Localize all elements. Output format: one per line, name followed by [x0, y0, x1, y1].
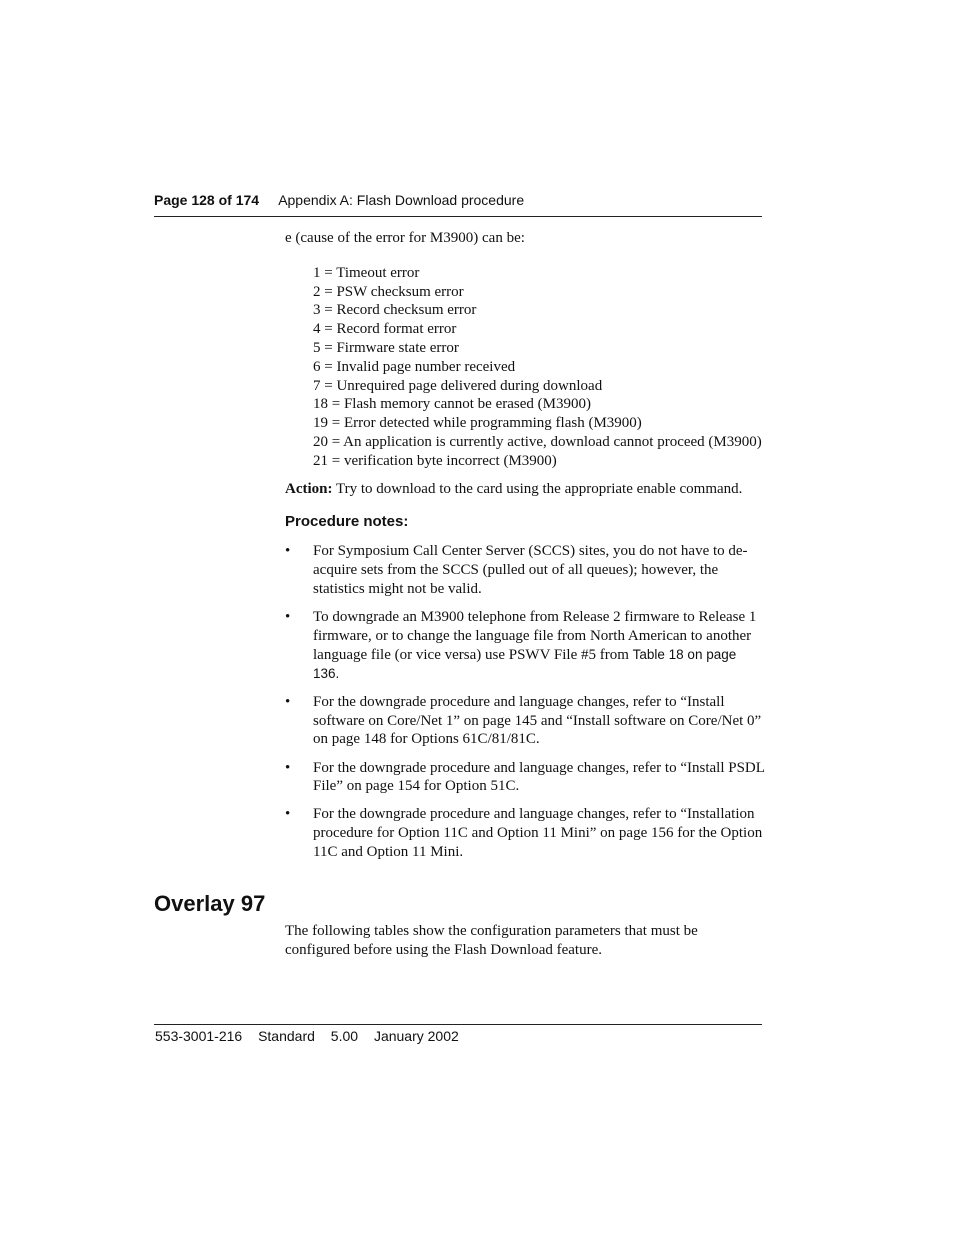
footer-rule: [154, 1024, 762, 1025]
bullet: •: [285, 609, 291, 626]
error-code-item: 3 = Record checksum error: [313, 302, 477, 319]
error-code-list: [285, 264, 765, 471]
error-code-item: 2 = PSW checksum error: [313, 283, 464, 300]
bullet: •: [285, 693, 291, 710]
overlay-heading: Overlay 97: [154, 891, 266, 916]
error-code-item: 21 = verification byte incorrect (M3900): [313, 452, 557, 469]
procedure-note-text: For Symposium Call Center Server (SCCS) sites, you do not have to de-acquire sets from the SCCS (pulled out of all queues); however, the statistics might not be valid.: [313, 543, 748, 597]
error-code-item: 1 = Timeout error: [313, 264, 420, 281]
page-footer: [155, 1028, 471, 1044]
procedure-note-item: [285, 805, 765, 861]
error-intro: e (cause of the error for M3900) can be:: [285, 230, 525, 246]
error-code-item: 19 = Error detected while programming flash (M3900): [313, 415, 642, 432]
procedure-notes-heading: Procedure notes:: [285, 513, 409, 531]
bullet: •: [285, 806, 291, 823]
action-paragraph: [285, 480, 765, 499]
error-code-item: 5 = Firmware state error: [313, 339, 459, 356]
procedure-note-text: For the downgrade procedure and language changes, refer to “Installation procedure for Option 11C and Option 11 Mini” on page 156 for the Option 11C and Option 11 Mini.: [313, 806, 763, 861]
procedure-note-item: [285, 693, 765, 749]
page-header: [154, 192, 762, 208]
action-label: Action:: [285, 480, 333, 497]
procedure-notes-list: [285, 542, 765, 862]
main-content: [285, 229, 765, 871]
procedure-note-text: For the downgrade procedure and language changes, refer to “Install PSDL File” on page 154 for Option 51C.: [313, 759, 765, 795]
error-code-item: 4 = Record format error: [313, 321, 457, 338]
bullet: •: [285, 759, 291, 776]
error-code-item: 7 = Unrequired page delivered during download: [313, 377, 603, 394]
section-title: Appendix A: Flash Download procedure: [278, 192, 525, 208]
error-code-item: 6 = Invalid page number received: [313, 358, 516, 375]
procedure-note-item: [285, 608, 765, 683]
error-code-item: 20 = An application is currently active, download cannot proceed (M3900): [313, 433, 762, 450]
procedure-note-item: [285, 542, 765, 598]
document-status: Standard: [258, 1028, 315, 1044]
procedure-note-item: [285, 759, 765, 797]
procedure-note-text: To downgrade an M3900 telephone from Release 2 firmware to Release 1 firmware, or to change the language file from North American to another language file (or vice versa) use PSWV File #5 from: [313, 609, 757, 663]
table-18-link[interactable]: Table 18 on page 136.: [313, 646, 737, 681]
overlay-description: The following tables show the configuration parameters that must be configured before using the Flash Download feature.: [285, 923, 698, 958]
document-number: 553-3001-216: [155, 1028, 243, 1044]
page-number: Page 128 of 174: [154, 192, 260, 208]
action-text: Try to download to the card using the appropriate enable command.: [335, 480, 743, 497]
document-version: 5.00: [330, 1028, 359, 1044]
procedure-note-text: For the downgrade procedure and language changes, refer to “Install software on Core/Net 1” on page 145 and “Install software on Core/Net 0” on page 148 for Options 61C/81/81C.: [313, 693, 762, 748]
header-rule: [154, 216, 762, 217]
error-code-item: 18 = Flash memory cannot be erased (M3900): [313, 396, 591, 413]
document-date: January 2002: [373, 1028, 459, 1044]
bullet: •: [285, 543, 291, 560]
